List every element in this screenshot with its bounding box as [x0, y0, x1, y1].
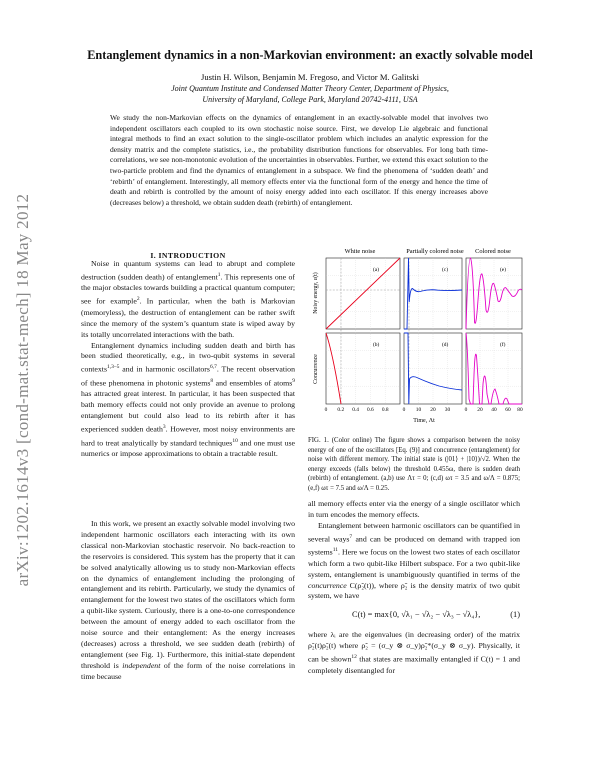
section-heading: I. INTRODUCTION	[150, 251, 226, 260]
abstract: We study the non-Markovian effects on the dynamics of entanglement in an exactly-solvable model that involves two independent oscillators each coupled to its own stochastic noise source. First, we develop Lie algebraic and functional integral methods to find an exact solution to the single-oscillator problem which includes an analytic expression for the density matrix and the complete statistics, i.e., the probability distribution functions for observables. For long bath time-correlations, we see non-monotonic evolution of the uncertainties in observables. Further, we extend this exact solution to the two-particle problem and find the dynamics of entanglement in a subspace. We find the phenomena of ‘sudden death’ and ‘rebirth’ of entanglement. Interestingly, all memory effects enter via the functional form of the energy and hence the time of death and rebirth is controlled by the amount of noisy energy added into each oscillator. If this energy increases above (decreases below) a threshold, we obtain sudden death (rebirth) of entanglement.	[110, 113, 488, 207]
author-list: Justin H. Wilson, Benjamin M. Fregoso, and Victor M. Galitski	[201, 72, 419, 82]
ylabel-energy: Noisy energy, ε(t)	[313, 272, 319, 314]
tick-colored-0: 0	[464, 407, 468, 413]
intro-column-left-bottom	[81, 519, 295, 683]
figure-1	[304, 244, 526, 432]
panel-label-e: (e)	[500, 267, 506, 273]
tick-colored-4: 80	[517, 407, 523, 413]
column-title-partial: Partially colored noise	[406, 248, 464, 255]
column-title-white: White noise	[344, 248, 376, 255]
equation-body: C(t) = max{0, √λ₁ − √λ₂ − √λ₃ − √λ₄},	[352, 610, 481, 620]
column-title-colored: Colored noise	[475, 248, 511, 255]
affiliation-line-2: University of Maryland, College Park, Maryland 20742-4111, USA	[202, 94, 418, 104]
tick-colored-1: 20	[477, 407, 483, 413]
tick-white-2: 0.4	[352, 407, 359, 413]
panel-label-b: (b)	[373, 342, 380, 348]
panel-label-d: (d)	[442, 342, 449, 348]
arxiv-stamp: arXiv:1202.1614v3 [cond-mat.stat-mech] 18 May 2012	[13, 193, 32, 587]
paragraph: Entanglement dynamics including sudden death and birth has been studied theoretically, e.g., in two-qubit systems in several contexts$^{1,3-5}$ and in harmonic oscillators$^{6,7}$. The recent observation of these phenomena in photonic systems$^8$ and ensembles of atoms$^9$ has attracted great interest. In particular, it has been suspected that bath memory effects could not only provide an avenue to prolong entanglement but could also lead to its rebirth after it has experienced sudden death$^3$. However, most noisy environments are hard to treat analytically by standard techniques$^{10}$ and one must use numerics or impose approximations to obtain a tractable result.	[81, 340, 295, 459]
intro-column-right	[308, 499, 520, 677]
tick-colored-2: 40	[491, 407, 497, 413]
paragraph: all memory effects enter via the energy of a single oscillator which in turn encodes the memory effects.	[308, 499, 520, 519]
xlabel-time: Time, Λt	[413, 418, 435, 424]
tick-white-1: 0.2	[337, 407, 345, 413]
panel-label-f: (f)	[500, 342, 506, 348]
tick-white-0: 0	[324, 407, 328, 413]
tick-white-4: 0.8	[381, 407, 389, 413]
tick-partial-3: 30	[444, 407, 451, 413]
affiliation	[40, 84, 580, 105]
ylabel-concurrence: Concurrence	[313, 354, 319, 384]
tick-partial-1: 10	[415, 407, 422, 413]
figure-caption: FIG. 1. (Color online) The figure shows a comparison between the noisy energy of one of the oscillators [Eq. (9)] and concurrence (entanglement) for noise with different memory. The initial state is (|01⟩ + |10⟩)/√2. When the energy exceeds (falls below) the threshold 0.455ω, there is sudden death (rebirth) of entanglement. (a,b) use Λτ = 0; (c,d) ωτ = 3.5 and ω/Λ = 0.875; (e,f) ωτ = 7.5 and ω/Λ = 0.25.	[308, 437, 520, 492]
panel-label-a: (a)	[373, 267, 379, 273]
tick-white-3: 0.6	[367, 407, 374, 413]
paragraph: Noise in quantum systems can lead to abrupt and complete destruction (sudden death) of entanglement$^1$. This represents one of the major obstacles towards building a practical quantum computer; see for example$^2$. In particular, when the bath is Markovian (memoryless), the destruction of entanglement can be rather swift since the memory of the system’s quantum state is wiped away by its totally uncorrelated interactions with the bath.	[81, 259, 295, 339]
energy-curve-white	[326, 258, 400, 329]
tick-partial-0: 0	[402, 407, 406, 413]
paragraph: Entanglement between harmonic oscillators can be quantified in several ways$^7$ and can be produced on demand with trapped ion systems$^{11}$. Here we focus on the lowest two states of each oscillator which form a two qubit-like Hilbert subspace. For a two qubit-like system, entanglement is unambiguously quantified in terms of the concurrence C(ρ̃₂(t)), where ρ̃₂ is the density matrix of two qubit system, we have	[308, 520, 520, 601]
equation-number: (1)	[510, 610, 520, 620]
affiliation-line-1: Joint Quantum Institute and Condensed Matter Theory Center, Department of Physics,	[171, 84, 449, 93]
tick-colored-3: 60	[505, 407, 511, 413]
paragraph: In this work, we present an exactly solvable model involving two independent harmonic oscillators each interacting with its own classical non-Markovian stochastic reservoir. No back-reaction to the reservoirs is considered. This system has the property that it can be solved analytically allowing us to study non-Markovian effects on the dynamics of entanglement including the prolonging of entanglement and its rebirth. Particularly, we study the dynamics of entanglement for the lowest two states of the oscillators which form a qubit-like system. Curiously, there is a one-to-one correspondence between the amount of energy added to each oscillator from the noise source and their entanglement: As the energy increases (decreases) across a threshold, we see sudden death (rebirth) of entanglement (see Fig. 1). Furthermore, this initial-state dependent threshold is independent of the form of the noise correlations in time because	[81, 519, 295, 681]
equation-1	[308, 605, 520, 627]
intro-column-left-top	[81, 259, 295, 460]
paragraph: where λᵢ are the eigenvalues (in decreasing order) of the matrix ρ̃₂(t)ρ̃₂(t) where ρ̃₂ = (σ_y ⊗ σ_y)ρ̃₂*(σ_y ⊗ σ_y). Physically, it can be shown$^{12}$ that states are maximally entangled if C(t) = 1 and completely disentangled for	[308, 630, 520, 675]
paper-title: Entanglement dynamics in a non-Markovian environment: an exactly solvable model	[87, 48, 533, 62]
tick-partial-2: 20	[430, 407, 436, 413]
panel-label-c: (c)	[442, 267, 448, 273]
